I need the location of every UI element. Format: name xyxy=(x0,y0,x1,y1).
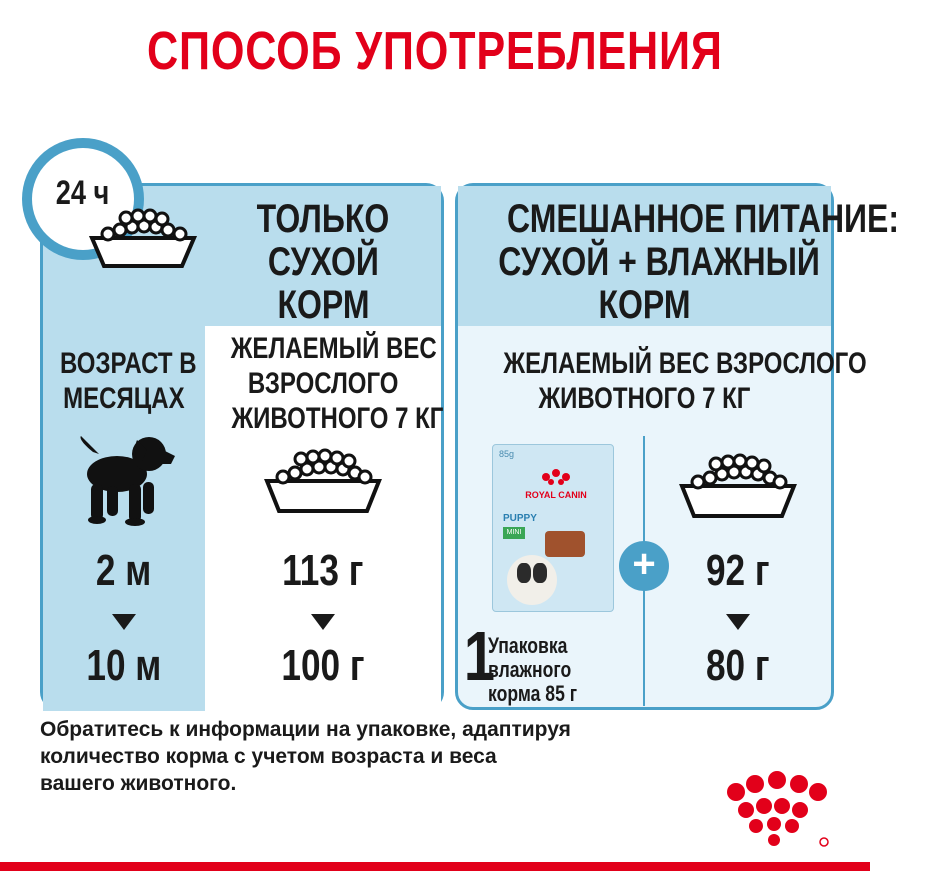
mixed-amount-to: 80 г xyxy=(706,641,770,690)
mixed-amount-arrow-icon xyxy=(726,614,750,630)
dry-header: ТОЛЬКО СУХОЙ КОРМ xyxy=(256,197,390,327)
mixed-header: СМЕШАННОЕ ПИТАНИЕ: СУХОЙ + ВЛАЖНЫЙ КОРМ xyxy=(498,197,900,327)
age-label: ВОЗРАСТ В МЕСЯЦАХ xyxy=(60,347,197,415)
mixed-weight-label: ЖЕЛАЕМЫЙ ВЕС ВЗРОСЛОГО ЖИВОТНОГО 7 КГ xyxy=(503,347,867,415)
pouch-count: 1 xyxy=(463,617,496,695)
dry-food-bowl-icon xyxy=(261,451,385,517)
pouch-brand: ROYAL CANIN xyxy=(525,490,587,500)
royal-canin-logo xyxy=(521,467,591,507)
puppy-icon xyxy=(75,434,179,526)
pouch-weight: 85g xyxy=(499,449,515,459)
clock-label: 24 ч xyxy=(56,174,110,212)
puppy-photo xyxy=(507,555,557,605)
mixed-amount-from: 92 г xyxy=(706,546,770,595)
dry-amount-arrow-icon xyxy=(311,614,335,630)
age-from: 2 м xyxy=(96,546,152,595)
dry-weight-label: ЖЕЛАЕМЫЙ ВЕС ВЗРОСЛОГО ЖИВОТНОГО 7 КГ xyxy=(230,332,444,435)
dry-amount-to: 100 г xyxy=(281,641,365,690)
plus-icon: + xyxy=(619,541,669,591)
pouch-description: Упаковка влажного корма 85 г xyxy=(488,633,578,706)
bottom-red-line xyxy=(0,862,870,871)
header-bowl-icon xyxy=(88,210,198,272)
age-arrow-icon xyxy=(112,614,136,630)
food-chunks xyxy=(545,531,585,557)
pouch-size: MINI xyxy=(503,527,525,539)
royal-canin-crown-logo xyxy=(722,770,832,850)
pouch-product: PUPPY xyxy=(503,513,537,524)
age-to: 10 м xyxy=(86,641,162,690)
mixed-food-bowl-icon xyxy=(676,456,800,522)
footer-note: Обратитесь к информации на упаковке, адаптируя количество корма с учетом возраста и веса вашего животного. xyxy=(40,718,571,795)
dry-amount-from: 113 г xyxy=(282,546,364,595)
mixed-food-panel xyxy=(455,183,900,710)
page-title: СПОСОБ УПОТРЕБЛЕНИЯ xyxy=(147,21,723,81)
wet-food-pouch xyxy=(492,444,614,612)
